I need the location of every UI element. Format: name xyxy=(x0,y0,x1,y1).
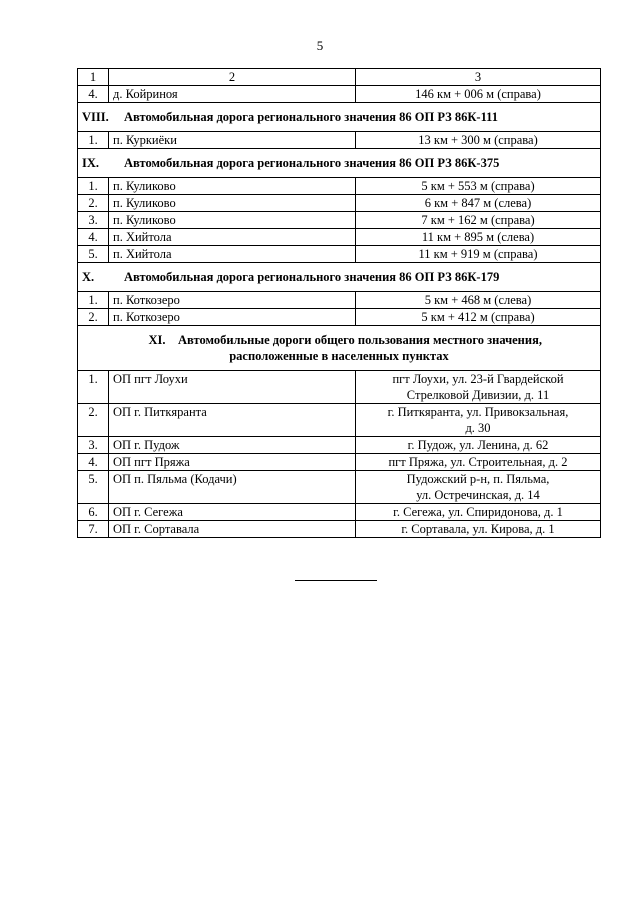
section-row xyxy=(78,326,601,371)
section-title: Автомобильная дорога регионального значения 86 ОП РЗ 86К-111 xyxy=(124,110,498,124)
settlement-name: п. Куркиёки xyxy=(109,132,356,149)
row-number: 4. xyxy=(78,86,109,103)
section-row xyxy=(78,263,601,292)
table-row xyxy=(78,309,601,326)
section-title: Автомобильная дорога регионального значения 86 ОП РЗ 86К-179 xyxy=(124,270,500,284)
settlement-name: ОП г. Сегежа xyxy=(109,504,356,521)
settlement-name: п. Хийтола xyxy=(109,229,356,246)
settlement-name: д. Койриноя xyxy=(109,86,356,103)
row-number: 1. xyxy=(78,178,109,195)
settlement-name: ОП г. Пудож xyxy=(109,437,356,454)
row-number: 5. xyxy=(78,246,109,263)
location-text: г. Пудож, ул. Ленина, д. 62 xyxy=(407,438,549,452)
location-text: 11 км + 919 м (справа) xyxy=(418,247,538,261)
header-col-1: 1 xyxy=(78,69,109,86)
location-text: пгт Пряжа, ул. Строительная, д. 2 xyxy=(388,455,568,469)
table-row xyxy=(78,246,601,263)
location-cell xyxy=(356,212,601,229)
row-number: 7. xyxy=(78,521,109,538)
location-cell xyxy=(356,504,601,521)
row-number: 3. xyxy=(78,212,109,229)
section-row xyxy=(78,103,601,132)
row-number: 5. xyxy=(78,471,109,504)
roads-table-body xyxy=(78,69,601,538)
location-cell xyxy=(356,246,601,263)
location-text: г. Питкяранта, ул. Привокзальная, xyxy=(387,405,569,419)
location-cell xyxy=(356,292,601,309)
location-text: г. Сортавала, ул. Кирова, д. 1 xyxy=(401,522,555,536)
location-cell xyxy=(356,309,601,326)
row-number: 2. xyxy=(78,404,109,437)
location-cell xyxy=(356,178,601,195)
section-title-line2: расположенные в населенных пунктах xyxy=(229,349,449,363)
row-number: 4. xyxy=(78,229,109,246)
location-text: 146 км + 006 м (справа) xyxy=(415,87,541,101)
roads-table xyxy=(77,68,601,538)
location-cell xyxy=(356,86,601,103)
location-cell xyxy=(356,229,601,246)
row-number: 2. xyxy=(78,195,109,212)
end-separator-line xyxy=(295,580,377,581)
table-row xyxy=(78,229,601,246)
table-row xyxy=(78,132,601,149)
header-col-2: 2 xyxy=(109,69,356,86)
settlement-name: ОП пгт Лоухи xyxy=(109,371,356,404)
row-number: 3. xyxy=(78,437,109,454)
section-title: Автомобильная дорога регионального значения 86 ОП РЗ 86К-375 xyxy=(124,156,500,170)
location-text: 6 км + 847 м (слева) xyxy=(424,196,532,210)
settlement-name: п. Коткозеро xyxy=(109,292,356,309)
section-number: X. xyxy=(82,270,95,284)
table-row xyxy=(78,212,601,229)
location-text: 13 км + 300 м (справа) xyxy=(418,133,538,147)
settlement-name: п. Коткозеро xyxy=(109,309,356,326)
location-cell xyxy=(356,132,601,149)
location-cell xyxy=(356,454,601,471)
table-row xyxy=(78,471,601,504)
header-col-3: 3 xyxy=(356,69,601,86)
table-row xyxy=(78,292,601,309)
settlement-name: ОП г. Сортавала xyxy=(109,521,356,538)
row-number: 1. xyxy=(78,371,109,404)
settlement-name: ОП г. Питкяранта xyxy=(109,404,356,437)
table-row xyxy=(78,504,601,521)
location-cell xyxy=(356,371,601,404)
table-row xyxy=(78,454,601,471)
section-heading-cell xyxy=(78,263,601,292)
location-text: Пудожский р-н, п. Пяльма, xyxy=(406,472,550,486)
location-cell xyxy=(356,437,601,454)
location-cell xyxy=(356,471,601,504)
location-cell xyxy=(356,195,601,212)
row-number: 1. xyxy=(78,132,109,149)
location-text: 11 км + 895 м (слева) xyxy=(421,230,535,244)
table-row xyxy=(78,404,601,437)
location-text: пгт Лоухи, ул. 23-й Гвардейской xyxy=(392,372,564,386)
table-row xyxy=(78,195,601,212)
settlement-name: п. Куликово xyxy=(109,178,356,195)
page-number: 5 xyxy=(316,38,324,53)
row-number: 1. xyxy=(78,292,109,309)
table-row xyxy=(78,371,601,404)
table-row xyxy=(78,437,601,454)
table-row xyxy=(78,178,601,195)
table-row xyxy=(78,521,601,538)
settlement-name: п. Куликово xyxy=(109,195,356,212)
section-title: Автомобильные дороги общего пользования местного значения, xyxy=(178,333,542,347)
location-text-line2: Стрелковой Дивизии, д. 11 xyxy=(406,388,550,402)
location-text-line2: д. 30 xyxy=(465,421,491,435)
location-text: г. Сегежа, ул. Спиридонова, д. 1 xyxy=(393,505,563,519)
settlement-name: п. Хийтола xyxy=(109,246,356,263)
settlement-name: ОП п. Пяльма (Кодачи) xyxy=(109,471,356,504)
location-text: 5 км + 468 м (слева) xyxy=(424,293,532,307)
location-cell xyxy=(356,521,601,538)
section-heading-cell xyxy=(78,149,601,178)
section-number: IX. xyxy=(82,156,100,170)
section-heading-cell xyxy=(78,326,601,371)
row-number: 4. xyxy=(78,454,109,471)
row-number: 2. xyxy=(78,309,109,326)
settlement-name: п. Куликово xyxy=(109,212,356,229)
section-number: VIII. xyxy=(82,110,109,124)
settlement-name: ОП пгт Пряжа xyxy=(109,454,356,471)
section-heading-cell xyxy=(78,103,601,132)
location-text: 5 км + 412 м (справа) xyxy=(421,310,535,324)
location-cell xyxy=(356,404,601,437)
row-number: 6. xyxy=(78,504,109,521)
table-row xyxy=(78,86,601,103)
location-text-line2: ул. Остречинская, д. 14 xyxy=(416,488,540,502)
location-text: 7 км + 162 м (справа) xyxy=(421,213,535,227)
section-row xyxy=(78,149,601,178)
location-text: 5 км + 553 м (справа) xyxy=(421,179,535,193)
section-number: XI. xyxy=(148,333,166,347)
table-header-row xyxy=(78,69,601,86)
